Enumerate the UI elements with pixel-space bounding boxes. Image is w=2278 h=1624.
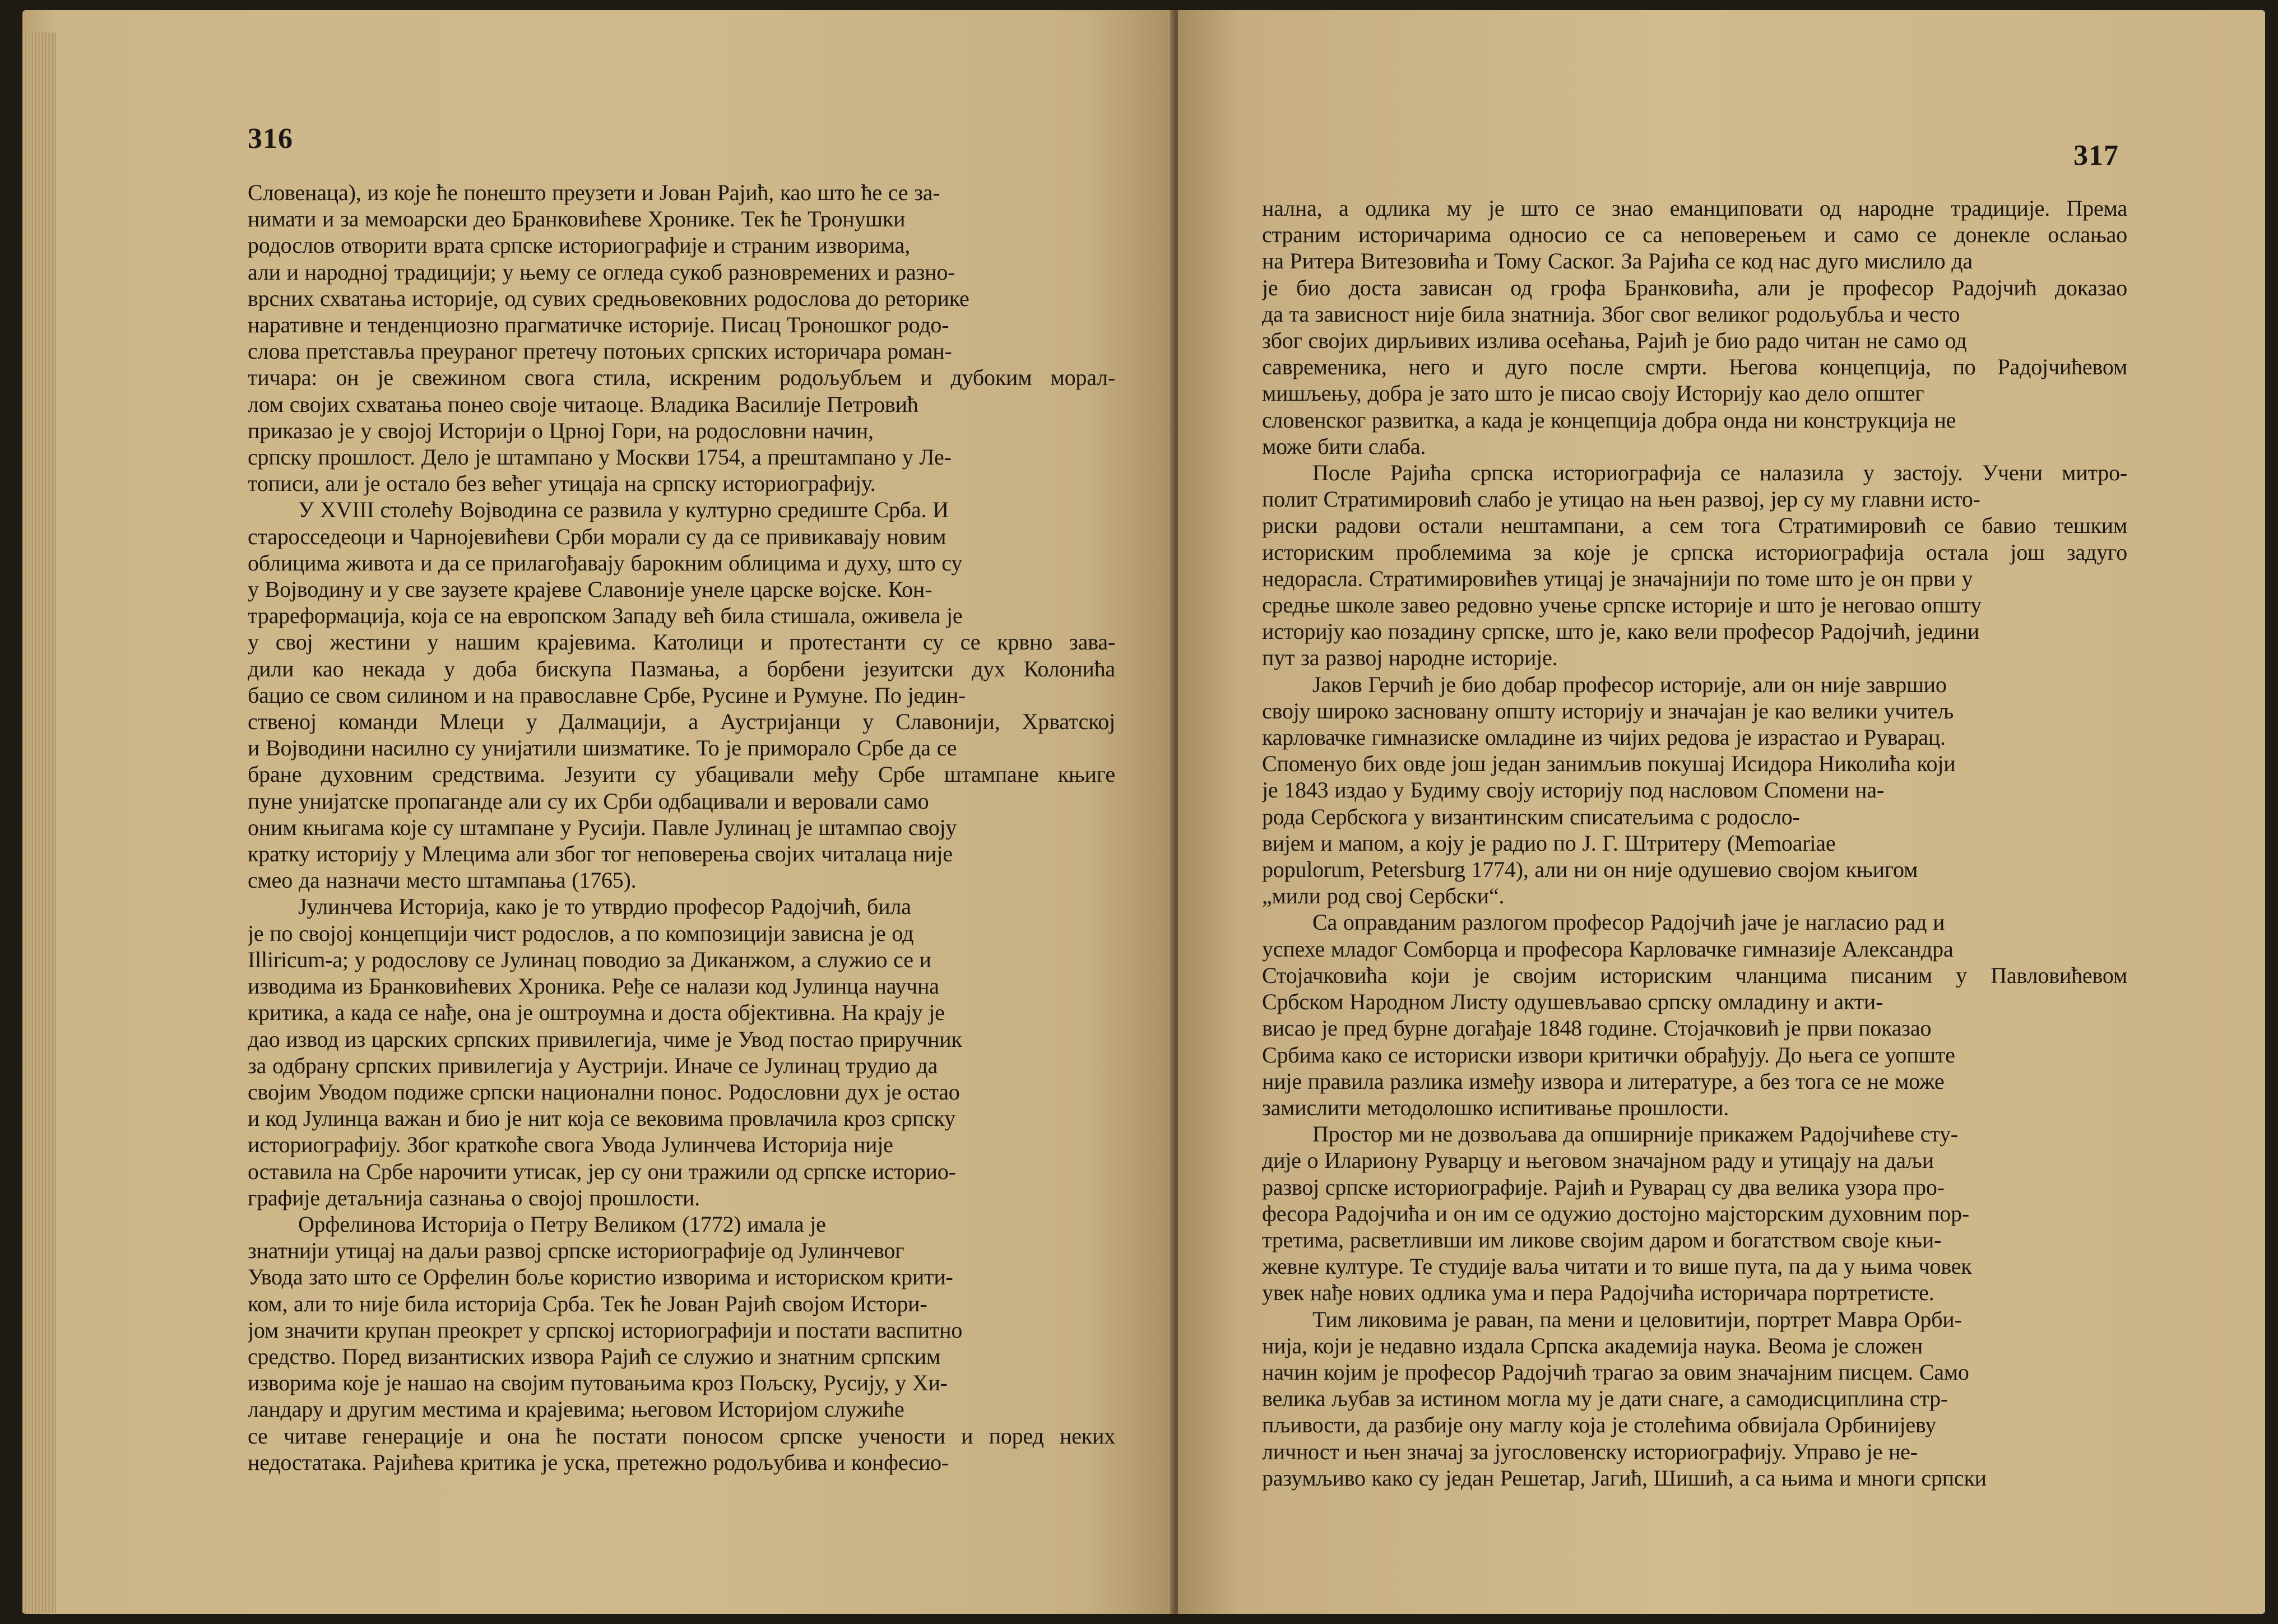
text-line: да та зависност није била знатнија. Због свог великог родољубља и често [1262, 301, 1960, 327]
text-line: није правила разлика између извора и литературе, а без тога се не може [1262, 1068, 1945, 1094]
text-line: фесора Радојчића и он им се одужио достојно мајсторским духовним пор- [1262, 1200, 1970, 1226]
text-line: савременика, него и дуго после смрти. Његова концепција, по Радојчићевом [1262, 354, 2127, 380]
text-line: старосседеоци и Чарнојевићеви Срби морали су да се привикавају новим [248, 523, 947, 549]
text-line: се читаве генерације и она ће постати поносом српске учености и поред неких [248, 1423, 1115, 1449]
text-line: може бити слаба. [1262, 433, 1426, 459]
text-line: развој српске историографије. Рајић и Руварац су два велика узора про- [1262, 1174, 1945, 1200]
text-line: своју широко засновану општу историју и значајан је као велики учитељ [1262, 698, 1954, 723]
text-line: Орфелинова Историја о Петру Великом (1772) имала је [298, 1211, 826, 1237]
text-line: бацио се свом силином и на православне Србе, Русине и Румуне. По једин- [248, 682, 966, 708]
text-line: Стојачковића који је својим историским чланцима писаним у Павловићевом [1262, 962, 2127, 988]
text-line: историографију. Због краткоће свога Увода Јулинчева Историја није [248, 1132, 893, 1158]
text-line: врсних схватања историје, од сувих средњовековних родослова до реторике [248, 285, 969, 311]
text-line: бране духовним средствима. Језуити су убацивали међу Србе штампане књиге [248, 762, 1115, 787]
text-line: недорасла. Стратимировићев утицај је значајнији по томе што је он први у [1262, 565, 1973, 591]
text-line: пуне унијатске пропаганде али су их Срби одбацивали и веровали само [248, 788, 929, 814]
text-line: Словенаца), из које ће понешто преузети и Јован Рајић, као што ће се за- [248, 180, 940, 205]
text-line: оним књигама које су штампане у Русији. Павле Јулинац је штампао своју [248, 814, 957, 840]
text-line: мишљењу, добра је зато што је писао своју Историју као дело општег [1262, 381, 1924, 406]
text-line: рода Сербскога у византинским списатељима с родосло- [1262, 804, 1800, 829]
text-line: оставила на Србе нарочити утисак, јер су они тражили од српске историо- [248, 1158, 956, 1184]
text-line: После Рајића српска историографија се налазила у застоју. Учени митро- [1312, 460, 2127, 486]
text-line: риски радови остали нештампани, а сем тога Стратимировић се бавио тешким [1262, 513, 2127, 539]
text-line: облицима живота и да се прилагођавају барокним облицима и духу, што су [248, 550, 963, 576]
text-line: средство. Поред византиских извора Рајић се служио и знатним српским [248, 1343, 941, 1369]
text-line: Illiricum-а; у родослову се Јулинац поводио за Диканжом, а служио се и [248, 946, 931, 972]
right-page-text [1262, 195, 2127, 1491]
text-line: Србском Народном Листу одушевљавао српску омладину и акти- [1262, 989, 1883, 1015]
text-line: пљивости, да разбије ону маглу која је столећима обвијала Орбинијеву [1262, 1412, 1937, 1438]
text-line: у Војводину и у све заузете крајеве Славоније унеле царске војске. Кон- [248, 577, 932, 602]
text-line: populorum, Petersburg 1774), али ни он није одушевио својом књигом [1262, 857, 1918, 883]
text-line: личност и њен значај за југословенску историографију. Управо је не- [1262, 1439, 1918, 1464]
text-line: ком, али то није била историја Срба. Тек ће Јован Рајић својом Истори- [248, 1291, 927, 1316]
page-edges [22, 33, 56, 1613]
text-line: историским проблемима за које је српска историографија остала још задуго [1262, 539, 2127, 565]
text-line: замислити методолошко испитивање прошлости. [1262, 1094, 1729, 1120]
text-line: пут за развој народне историје. [1262, 645, 1558, 671]
text-line: родослов отворити врата српске историографије и страним изворима, [248, 233, 910, 258]
text-line: смео да назначи место штампања (1765). [248, 867, 637, 893]
text-line: нија, који је недавно издала Српска академија наука. Веома је сложен [1262, 1333, 1923, 1358]
text-line: својим Уводом подиже српски национални понос. Родословни дух је остао [248, 1079, 960, 1105]
text-line: у свој жестини у нашим крајевима. Католици и протестанти су се крвно зава- [248, 629, 1115, 655]
text-line: наративне и тенденциозно прагматичке историје. Писац Троношког родо- [248, 312, 949, 338]
right-page [1178, 10, 2265, 1614]
text-line: тописи, али је остало без већег утицаја на српску историографију. [248, 471, 876, 497]
text-line: Увода зато што се Орфелин боље користио изворима и историском крити- [248, 1264, 953, 1290]
text-line: страним историчарима односио се са неповерењем и само се донекле ослањао [1262, 222, 2127, 248]
text-line: историју као позадину српске, што је, како вели професор Радојчић, једини [1262, 619, 1979, 644]
text-line: због својих дирљивих излива осећања, Рајић је био радо читан не само од [1262, 328, 1967, 354]
text-line: изворима које је нашао на својим путовањима кроз Пољску, Русију, у Хи- [248, 1370, 948, 1396]
text-line: је био доста зависан од грофа Бранковића, али је професор Радојчић доказао [1262, 275, 2127, 300]
text-line: кратку историју у Млецима али због тог неповерења својих читалаца није [248, 841, 953, 867]
text-line: јом значити крупан преокрет у српској историографији и постати васпитно [248, 1317, 963, 1343]
text-line: критика, а када се нађе, она је оштроумна и доста објективна. На крају је [248, 1000, 945, 1026]
text-line: У XVIII столећу Војводина се развила у културно средиште Срба. И [298, 497, 949, 523]
text-line: је по својој концепцији чист родослов, а по композицији зависна је од [248, 920, 914, 946]
text-line: тичара: он је свежином свога стила, искреним родољубљем и дубоким морал- [248, 365, 1115, 391]
text-line: и код Јулинца важан и био је нит која се вековима провлачила кроз српску [248, 1106, 955, 1131]
left-page [22, 10, 1176, 1614]
text-line: слова претставља преураног претечу потоњих српских историчара роман- [248, 338, 952, 364]
text-line: Тим ликовима је раван, па мени и целовитији, портрет Мавра Орби- [1312, 1306, 1962, 1332]
text-line: изводима из Бранковићевих Хроника. Ређе се налази код Јулинца научна [248, 973, 939, 999]
text-line: за одбрану српских привилегија у Аустрији. Иначе се Јулинац трудио да [248, 1052, 938, 1078]
text-line: графије детаљнија сазнања о својој прошлости. [248, 1185, 700, 1210]
text-line: дао извод из царских српских привилегија, чиме је Увод постао приручник [248, 1026, 962, 1052]
text-line: успехе младог Сомборца и професора Карловачке гимназије Александра [1262, 936, 1954, 962]
text-line: словенског развитка, а када је концепција добра онда ни конструкција не [1262, 407, 1956, 433]
text-line: приказао је у својој Историји о Црној Гори, на родословни начин, [248, 417, 874, 443]
text-line: Србима како се историски извори критички обрађују. До њега се уопште [1262, 1042, 1955, 1068]
text-line: Јаков Герчић је био добар професор историје, али он није завршио [1312, 671, 1947, 697]
text-line: нална, а одлика му је што се знао еманциповати од народне традиције. Према [1262, 196, 2127, 221]
text-line: ственој команди Млеци у Далмацији, а Аустријанци у Славонији, Хрватској [248, 709, 1115, 735]
text-line: Јулинчева Историја, како је то утврдио професор Радојчић, била [298, 894, 911, 920]
text-line: Са оправданим разлогом професор Радојчић јаче је нагласио рад и [1312, 910, 1945, 935]
text-line: дили као некада у доба бискупа Пазмања, а борбени језуитски дух Колонића [248, 656, 1115, 681]
text-line: Споменуо бих овде још један занимљив покушај Исидора Николића који [1262, 751, 1956, 777]
text-line: Простор ми не дозвољава да опширније прикажем Радојчићеве сту- [1312, 1121, 1958, 1147]
text-line: карловачке гимназиске омладине из чијих редова је израстао и Руварац. [1262, 725, 1946, 750]
text-line: велика љубав за истином могла му је дати снаге, а самодисциплина стр- [1262, 1386, 1948, 1412]
text-line: ландару и другим местима и крајевима; његовом Историјом служиће [248, 1396, 904, 1422]
text-line: средње школе завео редовно учење српске историје и што је неговао општу [1262, 592, 1982, 618]
text-line: дије о Илариону Руварцу и његовом значајном раду и утицају на даљи [1262, 1148, 1934, 1173]
text-line: и Војводини насилно су унијатили шизматике. То је приморало Србе да се [248, 735, 957, 761]
text-line: третима, расветливши им ликове својим даром и богатством своје књи- [1262, 1227, 1942, 1252]
page-number-left: 316 [248, 123, 293, 155]
text-line: трареформација, која се на европском Западу већ била стишала, оживела је [248, 603, 963, 629]
text-line: лом својих схватања понео своје читаоце. Владика Василије Петровић [248, 391, 918, 417]
text-line: начин којим је професор Радојчић трагао за овим значајним писцем. Само [1262, 1359, 1969, 1385]
text-line: полит Стратимировић слабо је утицао на њен развој, јер су му главни исто- [1262, 486, 1980, 512]
left-page-text [248, 179, 1115, 1475]
text-line: нимати и за мемоарски део Бранковићеве Хронике. Тек ће Тронушки [248, 206, 906, 232]
text-line: али и народној традицији; у њему се огледа сукоб разновремених и разно- [248, 259, 955, 285]
text-line: „мили род свој Сербски“. [1262, 883, 1505, 909]
text-line: жевне културе. Те студије ваља читати и то више пута, па да у њима човек [1262, 1254, 1972, 1279]
text-line: српску прошлост. Дело је штампано у Москви 1754, а прештампано у Ле- [248, 444, 952, 470]
page-number-right: 317 [2073, 140, 2119, 171]
text-line: на Ритера Витезовића и Тому Саског. За Рајића се код нас дуго мислило да [1262, 248, 1973, 274]
text-line: недостатака. Рајићева критика је уска, претежно родољубива и конфесио- [248, 1449, 949, 1475]
text-line: вијем и мапом, а коју је радио по Ј. Г. Штритеру (Memoariae [1262, 830, 1836, 856]
text-line: знатнији утицај на даљи развој српске историографије од Јулинчевог [248, 1238, 904, 1264]
text-line: је 1843 издао у Будиму своју историју под насловом Спомени на- [1262, 777, 1885, 803]
text-line: увек нађе нових одлика ума и пера Радојчића историчара портретисте. [1262, 1280, 1934, 1306]
text-line: разумљиво како су један Решетар, Јагић, Шишић, а са њима и многи српски [1262, 1465, 1987, 1491]
text-line: висао је пред бурне догађаје 1848 године. Стојачковић је први показао [1262, 1015, 1932, 1041]
